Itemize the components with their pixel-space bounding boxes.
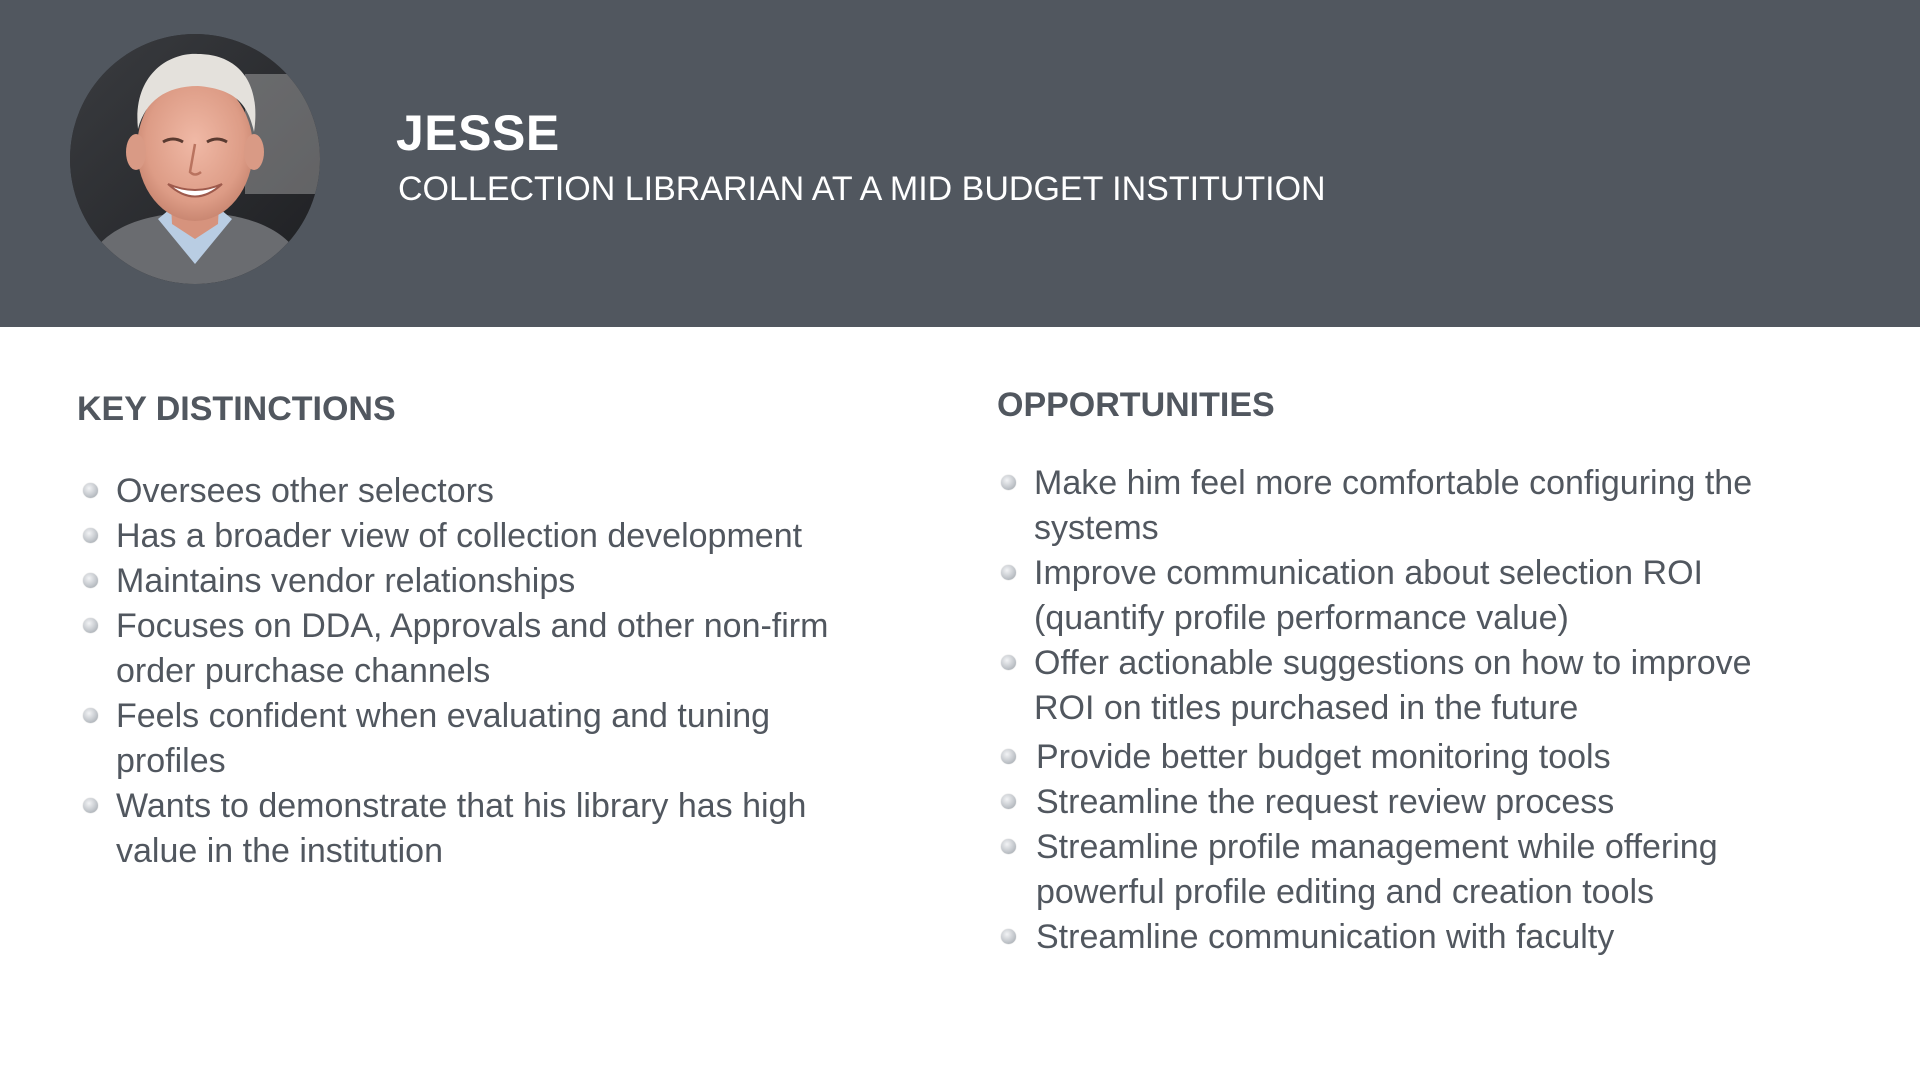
list-item [998,735,1818,780]
list-item [80,469,880,514]
list-item [80,784,880,874]
persona-name: JESSE [396,105,560,161]
bullet-icon [83,708,98,723]
bullet-icon [83,798,98,813]
list-item-text: Streamline communication with faculty [1036,918,1615,956]
opportunities-title: OPPORTUNITIES [997,386,1275,424]
list-item-text: Improve communication about selection ROI (quantify profile performance value) [1034,554,1703,637]
list-item [80,604,880,694]
bullet-icon [1001,749,1016,764]
opportunities-list [998,461,1818,960]
list-item-text: Feels confident when evaluating and tuning profiles [116,697,771,780]
bullet-icon [83,618,98,633]
list-item-text: Wants to demonstrate that his library has high value in the institution [116,787,807,870]
bullet-icon [83,483,98,498]
list-item [998,551,1818,641]
list-item [998,915,1818,960]
list-item [998,461,1818,551]
bullet-icon [1001,794,1016,809]
list-item-text: Offer actionable suggestions on how to improve ROI on titles purchased in the future [1034,644,1752,727]
bullet-icon [1001,655,1016,670]
list-item [80,514,880,559]
bullet-icon [1001,565,1016,580]
persona-header [0,0,1920,327]
list-item-text: Make him feel more comfortable configuring the systems [1034,464,1753,547]
key-distinctions-title: KEY DISTINCTIONS [77,390,396,428]
bullet-icon [83,528,98,543]
bullet-icon [1001,929,1016,944]
list-item-text: Streamline profile management while offering powerful profile editing and creation tools [1036,828,1718,911]
list-item-text: Focuses on DDA, Approvals and other non-firm order purchase channels [116,607,829,690]
list-item-text: Streamline the request review process [1036,783,1615,821]
list-item-text: Maintains vendor relationships [116,562,576,600]
list-item [80,559,880,604]
bullet-icon [1001,839,1016,854]
avatar-photo [70,34,320,284]
list-item [998,641,1818,731]
list-item-text: Oversees other selectors [116,472,494,510]
bullet-icon [1001,475,1016,490]
avatar [70,34,320,284]
list-item-text: Has a broader view of collection development [116,517,803,555]
list-item [998,780,1818,825]
list-item [80,694,880,784]
list-item [998,825,1818,915]
key-distinctions-list [80,469,880,874]
bullet-icon [83,573,98,588]
persona-role: COLLECTION LIBRARIAN AT A MID BUDGET INSTITUTION [398,170,1326,208]
list-item-text: Provide better budget monitoring tools [1036,738,1611,776]
